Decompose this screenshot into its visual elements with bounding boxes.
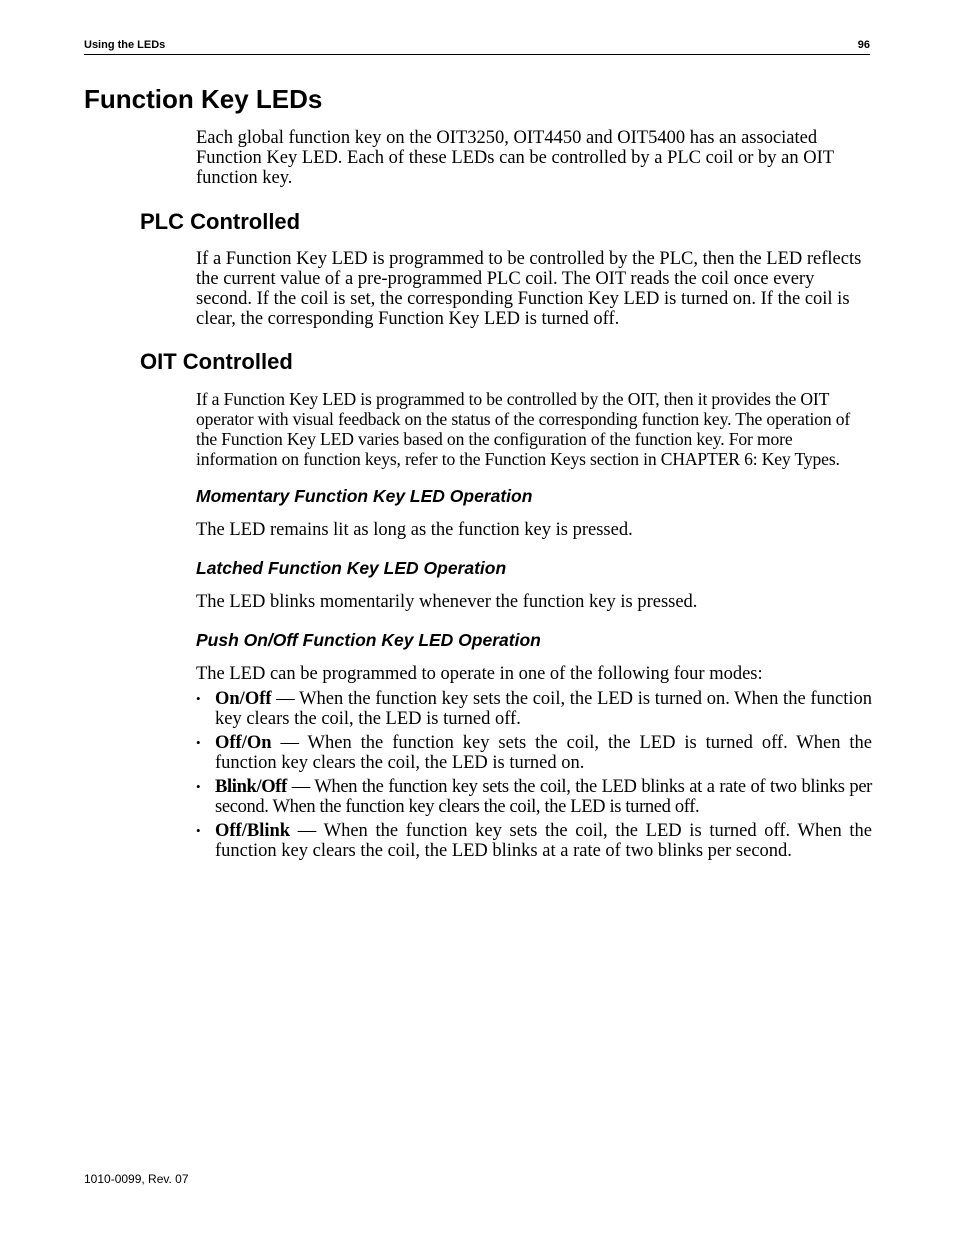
list-item [196,821,872,861]
list-item [196,689,872,729]
page-title: Function Key LEDs [84,84,323,114]
bullet-icon: • [196,779,201,794]
latched-paragraph: The LED blinks momentarily whenever the function key is pressed. [196,592,698,612]
plc-controlled-heading: PLC Controlled [140,209,301,234]
mode-term: Off/On [215,733,272,753]
footer-doc-number: 1010-0099, Rev. 07 [84,1172,189,1186]
mode-term: Blink/Off [215,777,287,797]
oit-controlled-heading: OIT Controlled [140,349,293,374]
page-header [84,38,870,55]
latched-heading: Latched Function Key LED Operation [196,558,507,578]
bullet-icon: • [196,691,201,706]
bullet-icon: • [196,735,201,750]
header-section-title: Using the LEDs [84,39,166,51]
bullet-icon: • [196,823,201,838]
push-on-off-paragraph: The LED can be programmed to operate in one of the following four modes: [196,664,763,684]
header-page-number: 96 [857,39,870,51]
mode-list [196,689,872,865]
list-item [196,777,872,817]
list-item [196,733,872,773]
mode-term: Off/Blink [215,821,291,841]
plc-controlled-paragraph: If a Function Key LED is programmed to be controlled by the PLC, then the LED reflects the current value of a pre-programmed PLC coil. The OIT reads the coil once every second. If the coil is set, the corresponding Function Key LED is turned on. If the coil is clear, the corresponding Function Key LED is turned off. [196,249,862,329]
mode-description: — When the function key sets the coil, the LED blinks at a rate of two blinks per second. When the function key clears the coil, the LED is turned off. [215,777,872,817]
mode-description: — When the function key sets the coil, the LED is turned off. When the function key clears the coil, the LED is turned on. [215,733,872,773]
mode-description: — When the function key sets the coil, the LED is turned off. When the function key clears the coil, the LED blinks at a rate of two blinks per second. [215,821,872,861]
momentary-paragraph: The LED remains lit as long as the function key is pressed. [196,520,633,540]
momentary-heading: Momentary Function Key LED Operation [196,486,533,506]
mode-term: On/Off [215,689,272,709]
push-on-off-heading: Push On/Off Function Key LED Operation [196,630,541,650]
intro-paragraph: Each global function key on the OIT3250, OIT4450 and OIT5400 has an associated Function Key LED. Each of these LEDs can be controlled by a PLC coil or by an OIT function key. [196,128,834,188]
oit-controlled-paragraph: If a Function Key LED is programmed to be controlled by the OIT, then it provides the OIT operator with visual feedback on the status of the corresponding function key. The operation of the Function Key LED varies based on the configuration of the function key. For more information on function keys, refer to the Function Keys section in CHAPTER 6: Key Types. [196,389,851,469]
mode-description: — When the function key sets the coil, the LED is turned on. When the function key clears the coil, the LED is turned off. [215,689,872,729]
